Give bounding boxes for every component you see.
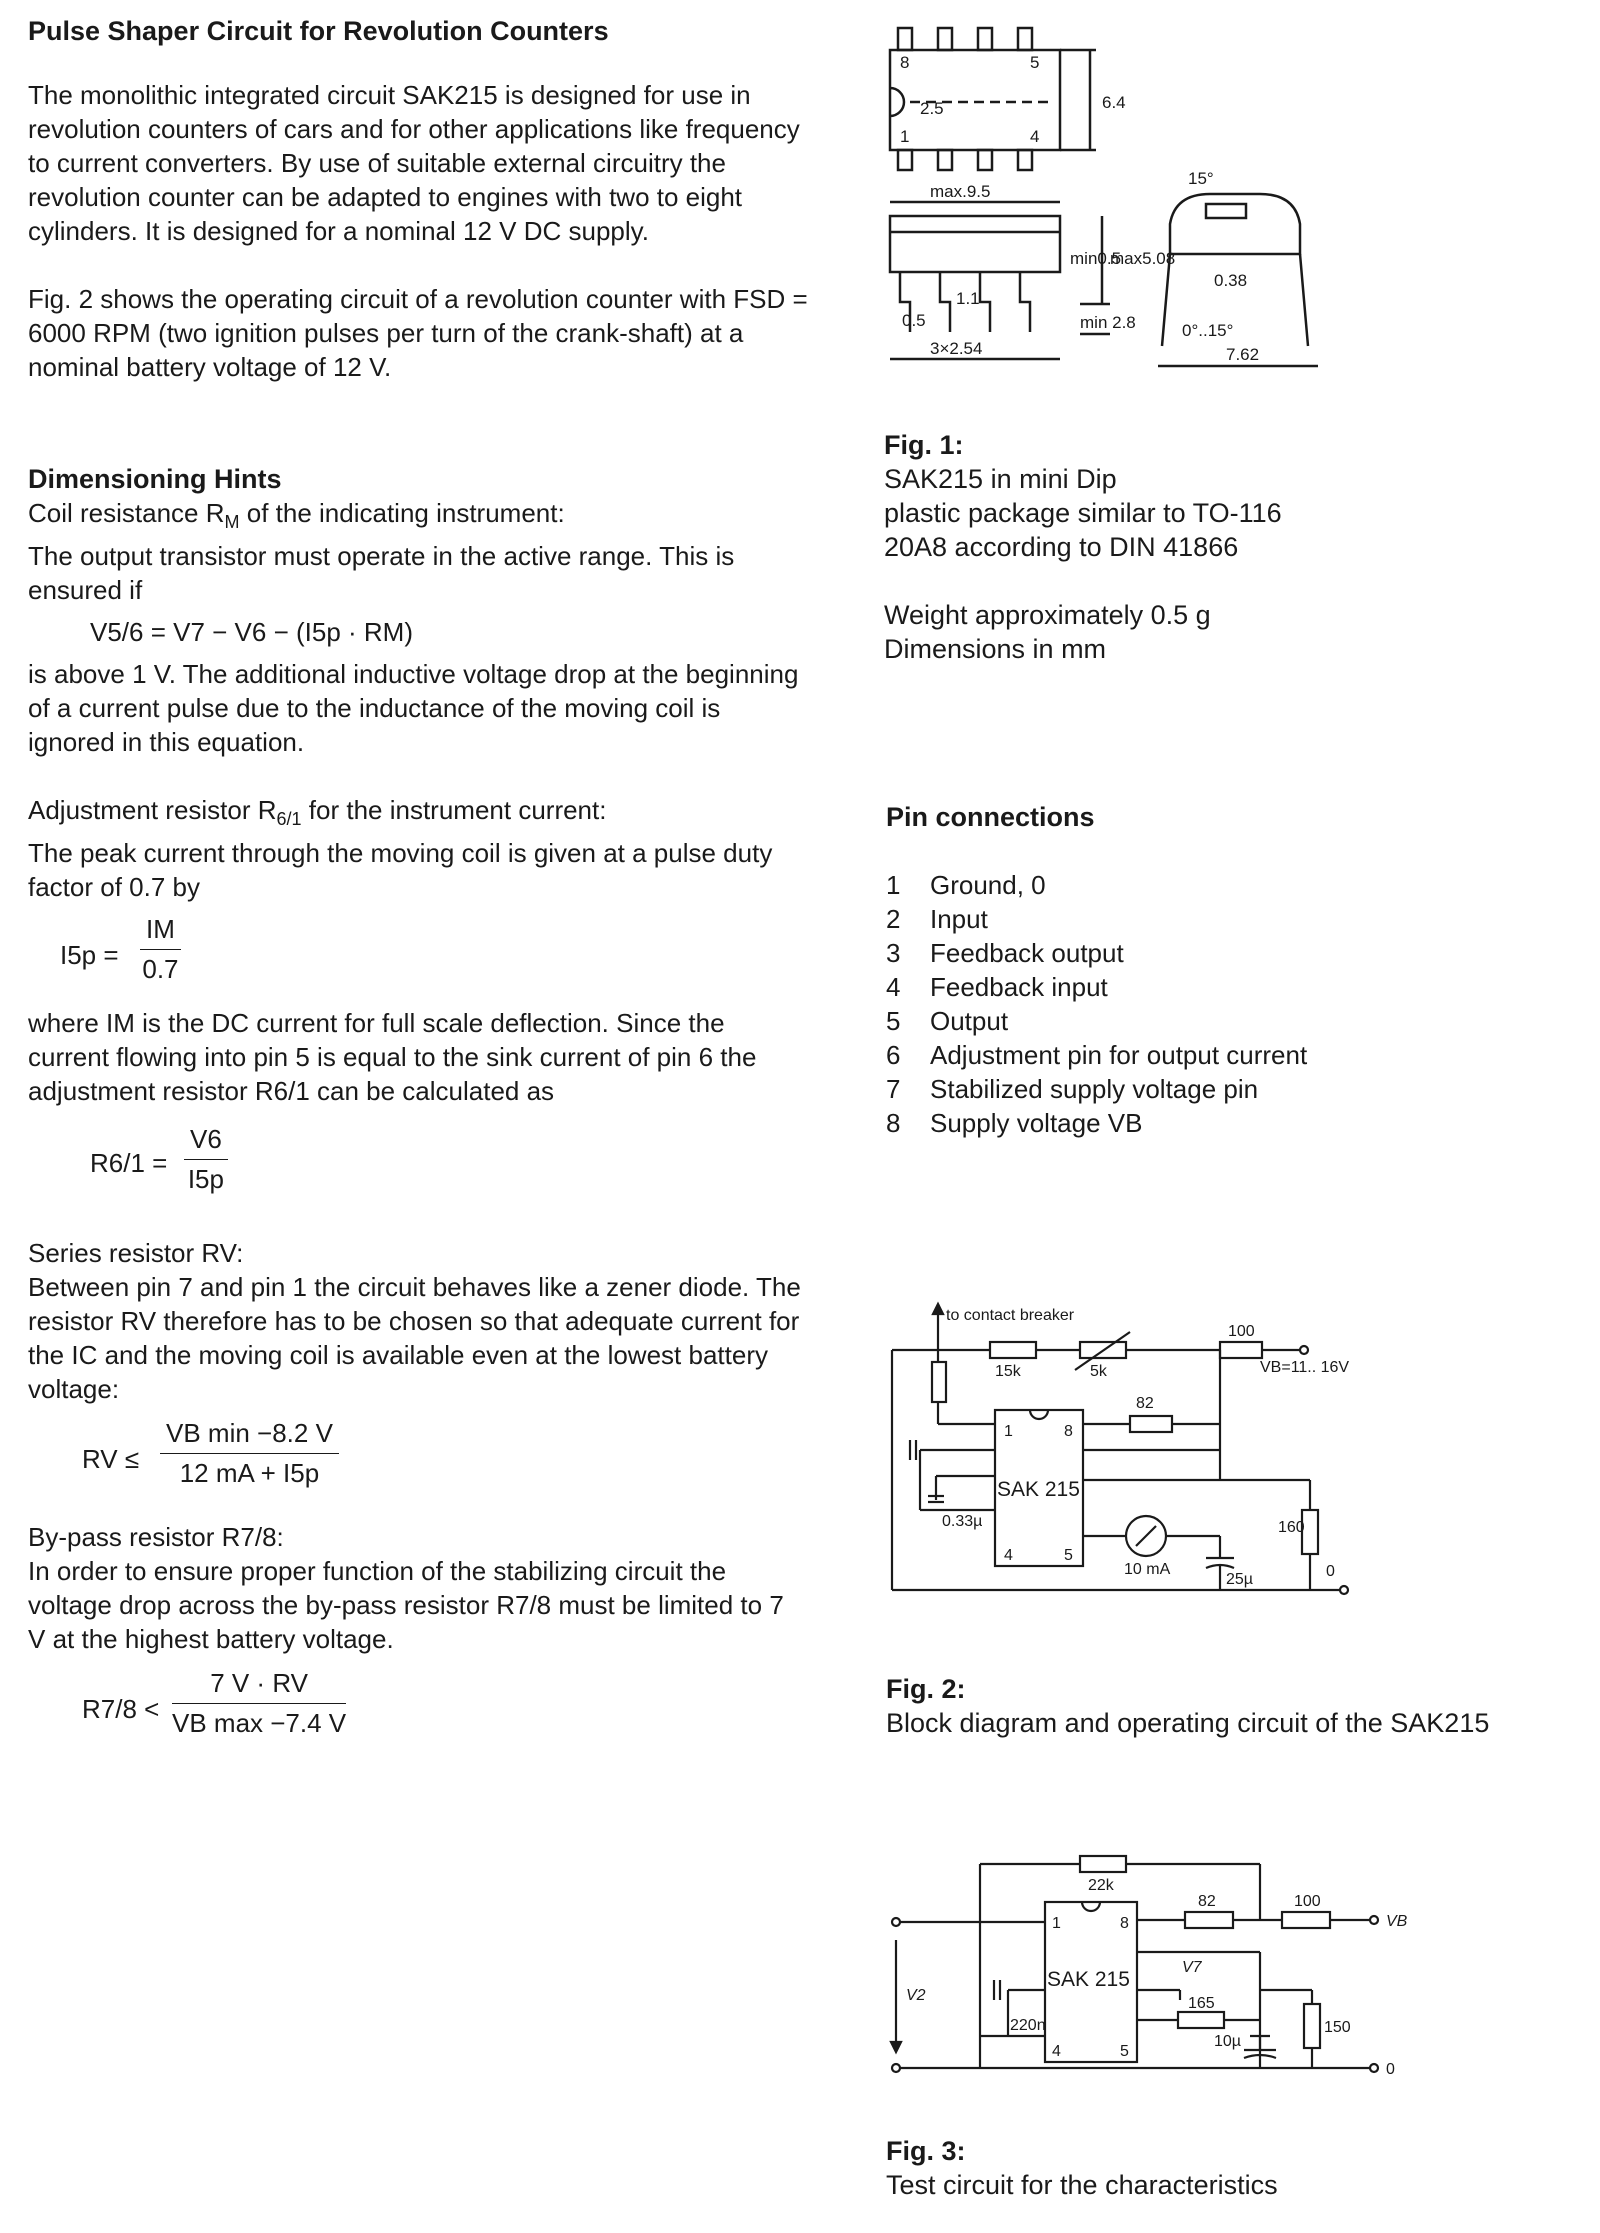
peak-current-text: The peak current through the moving coil is given at a pulse duty factor of 0.7 by [28, 838, 773, 903]
v2-label: V2 [906, 1987, 926, 2004]
pin-item: 8 Supply voltage VB [886, 1108, 1143, 1138]
v7-label: V7 [1182, 1959, 1202, 1976]
dim-pitch: 3×2.54 [930, 339, 983, 358]
equation-r61: R6/1 = $\frac{V6}{I5p}$ [28, 1124, 808, 1206]
r5k-label: 5k [1090, 1363, 1107, 1380]
r150-label: 150 [1324, 2019, 1351, 2036]
equation-r78: R7/8 < 7 V · RV VB max −7.4 V [82, 1668, 347, 1739]
r15k-label: 15k [995, 1363, 1021, 1380]
fig3-caption [886, 2134, 1586, 2202]
pin5-label: 5 [1064, 1547, 1073, 1564]
pin-item: 7 Stabilized supply voltage pin [886, 1074, 1259, 1104]
pin-item: 4 Feedback input [886, 972, 1108, 1002]
fig1-line-2: plastic package similar to TO-116 [884, 498, 1282, 528]
fig2-reference-paragraph: Fig. 2 shows the operating circuit of a revolution counter with FSD = 6000 RPM (two ignition pulses per turn of the crank-shaft) at a nominal battery voltage of 12 V. [28, 284, 808, 382]
fig1-label: Fig. 1: [884, 430, 964, 460]
equation-i5p: I5p = $\frac{IM}{0.7}$ [28, 914, 808, 996]
pin4-label: 4 [1052, 2043, 1061, 2060]
bypass-resistor-label: By-pass resistor R7/8: [28, 1522, 284, 1553]
pin8-label: 8 [1064, 1423, 1073, 1440]
bypass-resistor-text: In order to ensure proper function of the stabilizing circuit the voltage drop across the by-pass resistor R7/8 must be limited to 7 V at the highest battery voltage. [28, 1556, 784, 1655]
r100-label: 100 [1294, 1893, 1321, 1910]
chip-label: SAK 215 [997, 1478, 1080, 1501]
pin1-label: 1 [1052, 1915, 1061, 1932]
pin5-label: 5 [1030, 53, 1040, 72]
dim-2-5: 2.5 [920, 99, 944, 118]
pin-item: 5 Output [886, 1006, 1009, 1036]
dc-current-paragraph: where IM is the DC current for full scale deflection. Since the current flowing into pin 5 is equal to the sink current of pin 6 the adjustment resistor R6/1 can be calculated as [28, 1008, 757, 1107]
pin1-label: 1 [1004, 1423, 1013, 1440]
dim-1-1: 1.1 [956, 289, 980, 308]
chip-label: SAK 215 [1047, 1968, 1130, 1991]
fig1-package-drawing [870, 14, 1350, 384]
c033-label: 0.33µ [942, 1513, 983, 1530]
r82-label: 82 [1198, 1893, 1216, 1910]
series-resistor-label: Series resistor RV: [28, 1238, 244, 1269]
fig1-caption [884, 428, 1574, 666]
fig2-caption-text: Block diagram and operating circuit of the SAK215 [886, 1708, 1490, 1738]
pin-list [886, 868, 1576, 1140]
pin-item: 3 Feedback output [886, 938, 1124, 968]
dim-0-38: 0.38 [1214, 271, 1248, 290]
c220-label: 220n [1010, 2017, 1046, 2034]
meter-label: 10 mA [1124, 1561, 1171, 1578]
dim-7-62: 7.62 [1226, 345, 1260, 364]
fig3-test-circuit [880, 1840, 1420, 2110]
hints-heading: Dimensioning Hints [28, 464, 282, 494]
dim-max-9-5: max.9.5 [930, 182, 991, 201]
coil-resistance-label: Coil resistance $R_M$ of the indicating instrument: [28, 498, 565, 533]
pin8-label: 8 [1120, 1915, 1129, 1932]
fig2-caption [886, 1672, 1586, 1740]
pin-item: 1 Ground, 0 [886, 870, 1046, 900]
gnd-label: 0 [1326, 1563, 1335, 1580]
pin-connections-heading: Pin connections [886, 802, 1095, 832]
pin1-label: 1 [900, 127, 910, 146]
page-title: Pulse Shaper Circuit for Revolution Counters [28, 16, 609, 46]
r165-label: 165 [1188, 1995, 1215, 2012]
dim-min-2-8: min 2.8 [1080, 313, 1136, 332]
dim-min-0-5: min0.5 [1070, 249, 1122, 268]
fig1-line-3: 20A8 according to DIN 41866 [884, 532, 1239, 562]
pin-connections [886, 800, 1576, 1140]
dim-angle-0-15: 0°..15° [1182, 321, 1234, 340]
pin5-label: 5 [1120, 2043, 1129, 2060]
dim-0-5: 0.5 [902, 311, 926, 330]
coil-resistance-text: The output transistor must operate in the active range. This is ensured if [28, 541, 735, 606]
vb-label: VB [1386, 1913, 1408, 1930]
fig3-caption-text: Test circuit for the characteristics [886, 2170, 1278, 2200]
left-column [28, 14, 808, 1762]
contact-breaker-label: to contact breaker [946, 1307, 1075, 1324]
pin-item: 6 Adjustment pin for output current [886, 1040, 1308, 1070]
series-resistor-text: Between pin 7 and pin 1 the circuit behaves like a zener diode. The resistor RV therefore has to be chosen so that adequate current for the IC and the moving coil is available even at the lowest battery voltage: [28, 1272, 801, 1405]
pin8-label: 8 [900, 53, 910, 72]
fig1-weight: Weight approximately 0.5 g [884, 600, 1211, 630]
fig1-line-1: SAK215 in mini Dip [884, 464, 1117, 494]
fig2-operating-circuit [880, 1300, 1380, 1620]
r160-label: 160 [1278, 1519, 1305, 1536]
c25-label: 25µ [1226, 1571, 1254, 1588]
dim-6-4: 6.4 [1102, 93, 1126, 112]
dim-max-5-08: max5.08 [1110, 249, 1176, 268]
intro-paragraph: The monolithic integrated circuit SAK215 is designed for use in revolution counters of cars and for other applications like frequency to current converters. By use of suitable external circuitry the revolution counter can be adapted to engines with two to eight cylinders. It is designed for a nominal 12 V DC supply. [28, 80, 800, 246]
vb-label: VB=11.. 16V [1260, 1359, 1350, 1376]
dim-angle-15: 15° [1188, 169, 1214, 188]
fig3-label: Fig. 3: [886, 2136, 966, 2166]
inductive-drop-paragraph: is above 1 V. The additional inductive voltage drop at the beginning of a current pulse due to the inductance of the moving coil is ignored in this equation. [28, 659, 799, 758]
adjustment-resistor-label: Adjustment resistor $R_{6/1}$ for the instrument current: [28, 795, 607, 830]
fig2-label: Fig. 2: [886, 1674, 966, 1704]
r22k-label: 22k [1088, 1877, 1114, 1894]
pin4-label: 4 [1030, 127, 1040, 146]
equation-v56: V5/6 = V7 − V6 − (I5p · RM) [90, 617, 413, 648]
equation-rv: RV ≤ VB min −8.2 V 12 mA + I5p [28, 1418, 808, 1502]
r82-label: 82 [1136, 1395, 1154, 1412]
fig1-dimensions-note: Dimensions in mm [884, 634, 1107, 664]
pin4-label: 4 [1004, 1547, 1013, 1564]
c10-label: 10µ [1214, 2033, 1242, 2050]
gnd-label: 0 [1386, 2061, 1395, 2078]
pin-item: 2 Input [886, 904, 988, 934]
r100-label: 100 [1228, 1323, 1255, 1340]
